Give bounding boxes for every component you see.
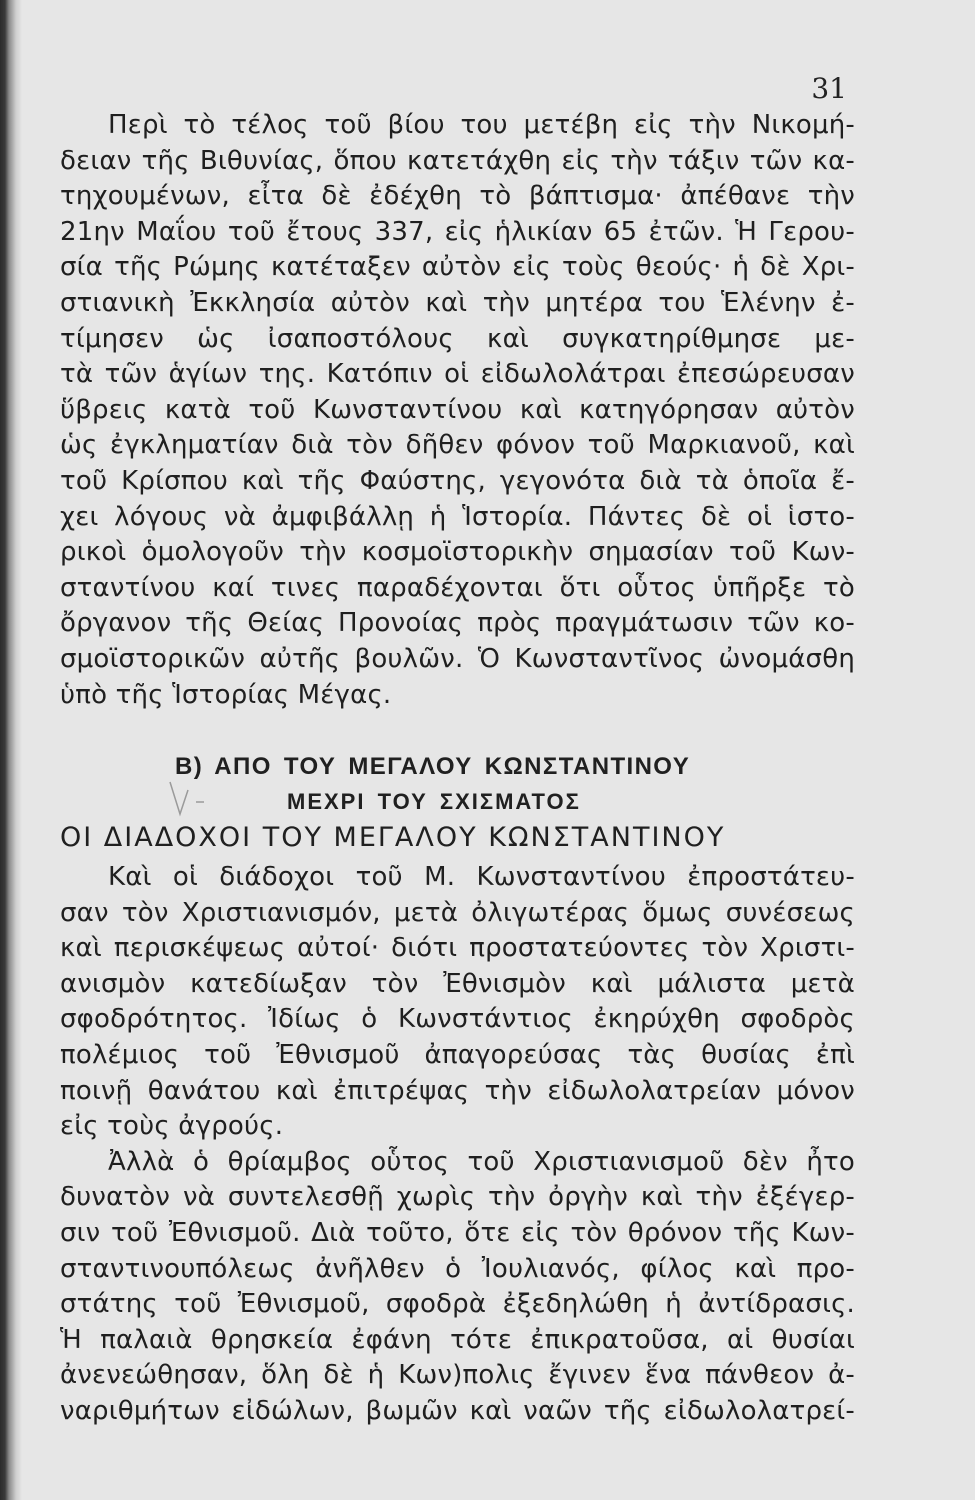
- text-line: ναριθμήτων εἰδώλων, βωμῶν καὶ ναῶν τῆς εἰδωλολατρεί-: [60, 1395, 855, 1426]
- text-line: τίμησεν ὡς ἰσαποστόλους καὶ συγκατηρίθμησε με-: [60, 323, 855, 354]
- text-line: σφοδρότητος. Ἰδίως ὁ Κωνστάντιος ἐκηρύχθη σφοδρὸς: [60, 1004, 855, 1035]
- section-title: Β) ΑΠΟ ΤΟΥ ΜΕΓΑΛΟΥ ΚΩΝΣΤΑΝΤΙΝΟΥ: [175, 753, 691, 780]
- text-line: σταντίνου καί τινες παραδέχονται ὅτι οὗτος ὑπῆρξε τὸ: [60, 572, 855, 603]
- text-line: σιν τοῦ Ἐθνισμοῦ. Διὰ τοῦτο, ὅτε εἰς τὸν θρόνον τῆς Κων-: [60, 1217, 855, 1248]
- book-spine-shadow: [0, 0, 22, 1500]
- text-line: στιανικὴ Ἐκκλησία αὐτὸν καὶ τὴν μητέρα του Ἑλένην ἐ-: [60, 287, 855, 318]
- text-line: Περὶ τὸ τέλος τοῦ βίου του μετέβη εἰς τὴν Νικομή-: [108, 110, 855, 140]
- text-line: ὡς ἐγκληματίαν διὰ τὸν δῆθεν φόνον τοῦ Μαρκιανοῦ, καὶ: [60, 430, 855, 461]
- text-line: σμοϊστορικῶν αὐτῆς βουλῶν. Ὁ Κωνσταντῖνος ὠνομάσθη: [60, 643, 855, 674]
- text-line: ανισμὸν κατεδίωξαν τὸν Ἐθνισμὸν καὶ μάλιστα μετὰ: [60, 968, 855, 999]
- text-line: δειαν τῆς Βιθυνίας, ὅπου κατετάχθη εἰς τὴν τάξιν τῶν κα-: [60, 145, 855, 176]
- text-line: 21ην Μαΐου τοῦ ἔτους 337, εἰς ἡλικίαν 65 ἐτῶν. Ἡ Γερου-: [60, 216, 855, 247]
- text-line: ὕβρεις κατὰ τοῦ Κωνσταντίνου καὶ κατηγόρησαν αὐτὸν: [60, 394, 855, 425]
- text-line: τοῦ Κρίσπου καὶ τῆς Φαύστης, γεγονότα διὰ τὰ ὁποῖα ἔ-: [60, 465, 855, 496]
- page-number: 31: [811, 72, 847, 105]
- pencil-mark-icon: [166, 778, 206, 824]
- text-line: πολέμιος τοῦ Ἐθνισμοῦ ἀπαγορεύσας τὰς θυσίας ἐπὶ: [60, 1039, 855, 1070]
- text-line: δυνατὸν νὰ συντελεσθῇ χωρὶς τὴν ὀργὴν καὶ τὴν ἐξέγερ-: [60, 1182, 855, 1213]
- text-line: ρικοὶ ὁμολογοῦν τὴν κοσμοϊστορικὴν σημασίαν τοῦ Κων-: [60, 537, 855, 568]
- text-line: Ἀλλὰ ὁ θρίαμβος οὗτος τοῦ Χριστιανισμοῦ δὲν ἦτο: [108, 1146, 855, 1177]
- text-line: στάτης τοῦ Ἐθνισμοῦ, σφοδρὰ ἐξεδηλώθη ἡ ἀντίδρασις.: [60, 1289, 855, 1320]
- text-line: ποινῇ θανάτου καὶ ἐπιτρέψας τὴν εἰδωλολατρείαν μόνον: [60, 1075, 855, 1106]
- text-line: σία τῆς Ρώμης κατέταξεν αὐτὸν εἰς τοὺς θεούς· ἡ δὲ Χρι-: [60, 252, 855, 283]
- paragraph-1: [60, 108, 855, 713]
- text-line: τηχουμένων, εἶτα δὲ ἐδέχθη τὸ βάπτισμα· ἀπέθανε τὴν: [60, 181, 855, 212]
- text-line: χει λόγους νὰ ἀμφιβάλλῃ ἡ Ἱστορία. Πάντες δὲ οἱ ἱστο-: [60, 501, 855, 532]
- text-line: ἀνενεώθησαν, ὅλη δὲ ἡ Κων)πολις ἔγινεν ἕνα πάνθεον ἀ-: [60, 1360, 855, 1391]
- text-line: Ἡ παλαιὰ θρησκεία ἐφάνη τότε ἐπικρατοῦσα, αἱ θυσίαι: [60, 1324, 855, 1355]
- text-line: εἰς τοὺς ἀγρούς.: [60, 1111, 284, 1142]
- paragraph-2-and-3: [60, 860, 855, 1430]
- text-line: καὶ περισκέψεως αὐτοί· διότι προστατεύοντες τὸν Χριστι-: [60, 933, 855, 964]
- text-line: Καὶ οἱ διάδοχοι τοῦ Μ. Κωνσταντίνου ἐπροστάτευ-: [108, 862, 855, 892]
- text-line: τὰ τῶν ἁγίων της. Κατόπιν οἱ εἰδωλολάτραι ἐπεσώρευσαν: [60, 359, 855, 390]
- text-line: σταντινουπόλεως ἀνῆλθεν ὁ Ἰουλιανός, φίλος καὶ προ-: [60, 1253, 855, 1284]
- text-line: ὄργανον τῆς Θείας Προνοίας πρὸς πραγμάτωσιν τῶν κο-: [60, 608, 855, 639]
- text-line: σαν τὸν Χριστιανισμόν, μετὰ ὀλιγωτέρας ὅμως συνέσεως: [60, 897, 855, 928]
- text-line: ὑπὸ τῆς Ἱστορίας Μέγας.: [60, 679, 392, 710]
- chapter-heading: ΟΙ ΔΙΑΔΟΧΟΙ ΤΟΥ ΜΕΓΑΛΟΥ ΚΩΝΣΤΑΝΤΙΝΟΥ: [60, 822, 726, 853]
- section-subtitle: ΜΕΧΡΙ ΤΟΥ ΣΧΙΣΜΑΤΟΣ: [287, 789, 581, 814]
